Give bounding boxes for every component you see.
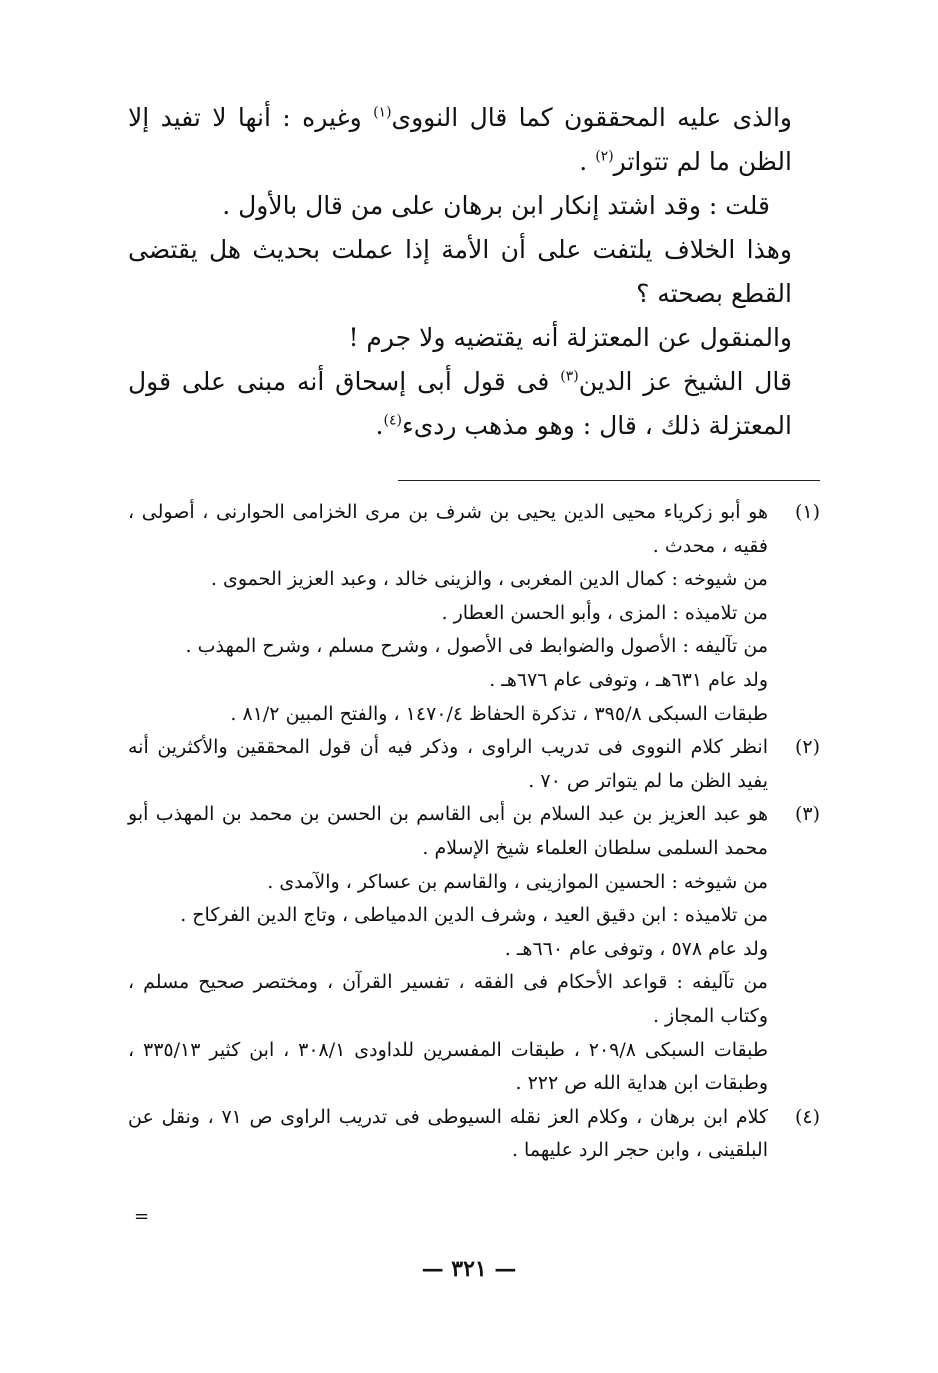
footnote-line: طبقات السبكى ٢٠٩/٨ ، طبقات المفسرين للداودى ٣٠٨/١ ، ابن كثير ٣٣٥/١٣ ، وطبقات ابن هداية الله ص ٢٢٢ . xyxy=(128,1038,768,1095)
footnote-number: (٣) xyxy=(794,803,820,826)
footnote-number: (٢) xyxy=(794,736,820,759)
footnote-line: هو أبو زكرياء محيى الدين يحيى بن شرف بن مرى الخزامى الحوارنى ، أصولى ، فقيه ، محدث . xyxy=(128,501,768,557)
footnote-line: طبقات السبكى ٣٩٥/٨ ، تذكرة الحفاظ ١٤٧٠/٤ ، والفتح المبين ٨١/٢ . xyxy=(230,702,768,725)
paragraph-text: وغيره : أنها لا تفيد إلا الظن ما لم تتواتر xyxy=(128,103,792,176)
page-number: — ٣٢١ — xyxy=(421,1256,517,1282)
footnote-ref-4[interactable]: (٤) xyxy=(383,412,402,429)
footnote-ref-1[interactable]: (١) xyxy=(373,104,392,121)
paragraph-text: قال الشيخ عز الدين xyxy=(578,367,792,396)
footnote-number: (١) xyxy=(794,501,820,523)
paragraph-text: . xyxy=(579,147,596,176)
footnote-line: من شيوخه : كمال الدين المغربى ، والزينى خالد ، وعبد العزيز الحموى . xyxy=(210,568,768,591)
footnote-line: ولد عام ٥٧٨ ، وتوفى عام ٦٦٠هـ . xyxy=(504,937,768,960)
main-paragraph-3: وهذا الخلاف يلتفت على أن الأمة إذا عملت بحديث هل يقتضى القطع بصحته ؟ xyxy=(128,235,792,308)
footnote-3 xyxy=(128,798,820,1100)
footnote-ref-2[interactable]: (٢) xyxy=(595,148,614,165)
footnote-line: هو عبد العزيز بن عبد السلام بن أبى القاسم بن الحسن بن محمد بن المهذب أبو محمد السلمى سلطان العلماء شيخ الإسلام . xyxy=(128,803,768,859)
footnote-line: انظر كلام النووى فى تدريب الراوى ، وذكر فيه أن قول المحققين والأكثرين أنه يفيد الظن ما لم يتواتر ص ٧٠ . xyxy=(128,736,768,792)
footnote-2 xyxy=(128,731,820,798)
footnote-line: ولد عام ٦٣١هـ ، وتوفى عام ٦٧٦هـ . xyxy=(489,668,768,691)
footnote-line: من تآليفه : الأصول والضوابط فى الأصول ، وشرح مسلم ، وشرح المهذب . xyxy=(185,635,768,658)
footnote-4 xyxy=(128,1101,820,1168)
footnote-1 xyxy=(128,496,820,731)
footnote-ref-3[interactable]: (٣) xyxy=(560,368,579,385)
paragraph-text: والذى عليه المحققون كما قال النووى xyxy=(391,103,792,132)
footnote-line: من تلاميذه : المزى ، وأبو الحسن العطار . xyxy=(441,601,768,624)
paragraph-text: فى قول أبى إسحاق أنه مبنى على قول المعتزلة ذلك ، قال : وهو مذهب ردىء xyxy=(128,367,792,440)
footnote-number: (٤) xyxy=(794,1105,820,1128)
footnote-line: من تآليفه : قواعد الأحكام فى الفقه ، تفسير القرآن ، ومختصر صحيح مسلم ، وكتاب المجاز . xyxy=(128,971,768,1027)
continuation-mark: = xyxy=(134,1206,150,1227)
paragraph-text: . xyxy=(375,411,384,440)
footnote-separator xyxy=(398,480,820,481)
main-paragraph-1 xyxy=(128,96,792,184)
footnotes xyxy=(128,496,820,1168)
main-paragraph-2: قلت : وقد اشتد إنكار ابن برهان على من قال بالأول . xyxy=(222,191,770,220)
main-text xyxy=(128,96,792,448)
main-paragraph-4: والمنقول عن المعتزلة أنه يقتضيه ولا جرم ! xyxy=(348,323,792,352)
footnote-line: من تلاميذه : ابن دقيق العيد ، وشرف الدين الدمياطى ، وتاج الدين الفركاح . xyxy=(180,904,768,927)
footnote-line: من شيوخه : الحسين الموازينى ، والقاسم بن عساكر ، والآمدى . xyxy=(267,870,768,893)
main-paragraph-5 xyxy=(128,360,792,448)
footnote-line: كلام ابن برهان ، وكلام العز نقله السيوطى فى تدريب الراوى ص ٧١ ، ونقل عن البلقينى ، وابن حجر الرد عليهما . xyxy=(128,1105,769,1162)
